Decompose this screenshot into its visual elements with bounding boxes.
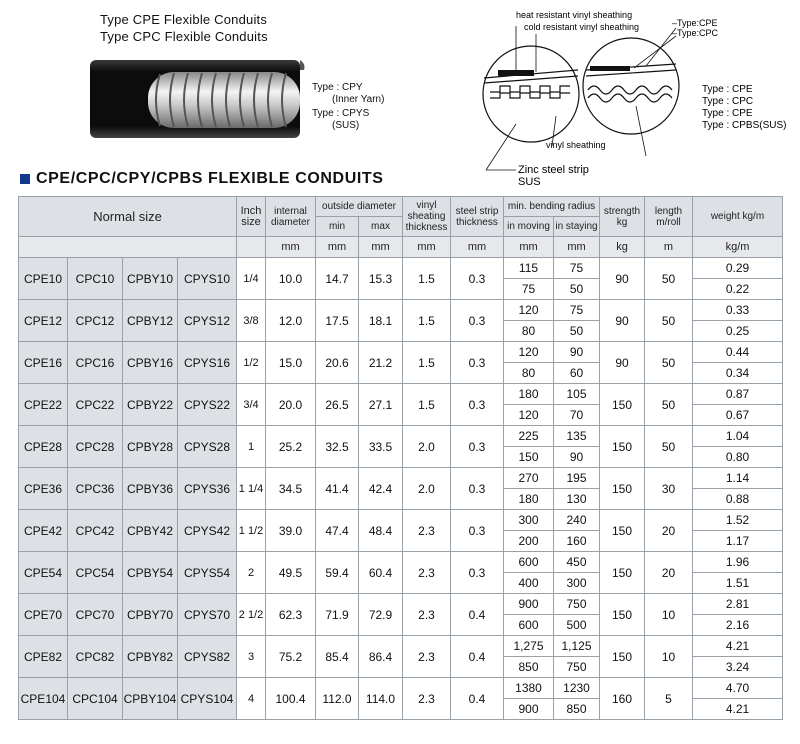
strength: 90 — [600, 342, 645, 384]
bend-moving: 120 — [504, 405, 554, 426]
weight: 4.70 — [693, 678, 783, 699]
bend-staying: 105 — [554, 384, 600, 405]
size-cpby: CPBY42 — [123, 510, 178, 552]
weight: 0.29 — [693, 258, 783, 279]
size-cpe: CPE36 — [19, 468, 68, 510]
internal-diameter: 39.0 — [266, 510, 316, 552]
size-cpe: CPE28 — [19, 426, 68, 468]
internal-diameter: 20.0 — [266, 384, 316, 426]
table-row — [19, 342, 783, 363]
bend-staying: 90 — [554, 447, 600, 468]
size-cpe: CPE16 — [19, 342, 68, 384]
vinyl-thickness: 2.0 — [403, 426, 451, 468]
steel-thickness: 0.4 — [451, 678, 504, 720]
weight: 0.25 — [693, 321, 783, 342]
steel-thickness: 0.4 — [451, 594, 504, 636]
size-cpys: CPYS28 — [178, 426, 237, 468]
outside-min: 26.5 — [316, 384, 359, 426]
size-cpc: CPC36 — [68, 468, 123, 510]
size-cpc: CPC70 — [68, 594, 123, 636]
header-weight: weight kg/m — [693, 197, 783, 237]
length: 50 — [645, 300, 693, 342]
unit-cell: kg/m — [693, 237, 783, 258]
size-cpc: CPC12 — [68, 300, 123, 342]
internal-diameter: 10.0 — [266, 258, 316, 300]
inch-size: 1/4 — [237, 258, 266, 300]
header-in-staying: in staying — [554, 217, 600, 237]
unit-cell: m — [645, 237, 693, 258]
type-label-1: Type : CPE — [702, 84, 753, 95]
bend-moving: 180 — [504, 489, 554, 510]
size-cpe: CPE12 — [19, 300, 68, 342]
outside-min: 71.9 — [316, 594, 359, 636]
inch-size: 2 1/2 — [237, 594, 266, 636]
internal-diameter: 34.5 — [266, 468, 316, 510]
outside-min: 112.0 — [316, 678, 359, 720]
bend-staying: 75 — [554, 300, 600, 321]
bend-staying: 450 — [554, 552, 600, 573]
outside-max: 21.2 — [359, 342, 403, 384]
length: 50 — [645, 384, 693, 426]
bend-staying: 750 — [554, 657, 600, 678]
header-vinyl: vinyl sheating thickness — [403, 197, 451, 237]
outside-min: 47.4 — [316, 510, 359, 552]
strength: 150 — [600, 510, 645, 552]
weight: 1.52 — [693, 510, 783, 531]
steel-thickness: 0.3 — [451, 468, 504, 510]
size-cpby: CPBY82 — [123, 636, 178, 678]
unit-cell: mm — [359, 237, 403, 258]
size-cpys: CPYS82 — [178, 636, 237, 678]
vinyl-thickness: 2.3 — [403, 594, 451, 636]
hose-label-4: (SUS) — [332, 120, 360, 131]
unit-cell: mm — [403, 237, 451, 258]
bend-moving: 80 — [504, 321, 554, 342]
label-sus: SUS — [518, 176, 541, 186]
vinyl-thickness: 2.0 — [403, 468, 451, 510]
inch-size: 4 — [237, 678, 266, 720]
internal-diameter: 100.4 — [266, 678, 316, 720]
size-cpys: CPYS104 — [178, 678, 237, 720]
unit-cell: kg — [600, 237, 645, 258]
bend-moving: 900 — [504, 594, 554, 615]
outside-max: 60.4 — [359, 552, 403, 594]
vinyl-thickness: 1.5 — [403, 258, 451, 300]
title-line-2: Type CPC Flexible Conduits — [100, 29, 268, 44]
type-label-4: Type : CPBS(SUS) — [702, 120, 787, 131]
size-cpe: CPE82 — [19, 636, 68, 678]
outside-max: 48.4 — [359, 510, 403, 552]
length: 20 — [645, 552, 693, 594]
weight: 0.80 — [693, 447, 783, 468]
bend-staying: 160 — [554, 531, 600, 552]
hose-label-2: (Inner Yarn) — [332, 94, 385, 105]
outside-min: 41.4 — [316, 468, 359, 510]
bend-staying: 90 — [554, 342, 600, 363]
unit-cell: mm — [504, 237, 554, 258]
bend-staying: 1,125 — [554, 636, 600, 657]
bend-staying: 50 — [554, 279, 600, 300]
bend-staying: 135 — [554, 426, 600, 447]
bend-staying: 500 — [554, 615, 600, 636]
unit-inch-blank — [237, 237, 266, 258]
size-cpe: CPE22 — [19, 384, 68, 426]
weight: 1.96 — [693, 552, 783, 573]
bend-moving: 1380 — [504, 678, 554, 699]
weight: 2.81 — [693, 594, 783, 615]
strength: 150 — [600, 552, 645, 594]
vinyl-thickness: 2.3 — [403, 510, 451, 552]
header-inch-size: Inch size — [237, 197, 266, 237]
size-cpe: CPE10 — [19, 258, 68, 300]
header-internal-diameter: internal diameter — [266, 197, 316, 237]
header-min: min — [316, 217, 359, 237]
unit-cell: mm — [316, 237, 359, 258]
size-cpby: CPBY16 — [123, 342, 178, 384]
type-label-2: Type : CPC — [702, 96, 754, 107]
title-line-1: Type CPE Flexible Conduits — [100, 12, 268, 27]
table-row — [19, 636, 783, 657]
hose-label-1: Type : CPY — [312, 82, 363, 93]
length: 50 — [645, 258, 693, 300]
length: 20 — [645, 510, 693, 552]
bend-moving: 115 — [504, 258, 554, 279]
bend-moving: 600 — [504, 615, 554, 636]
length: 50 — [645, 426, 693, 468]
steel-thickness: 0.3 — [451, 510, 504, 552]
table-row — [19, 510, 783, 531]
table-row — [19, 300, 783, 321]
outside-min: 20.6 — [316, 342, 359, 384]
vinyl-thickness: 1.5 — [403, 384, 451, 426]
outside-max: 18.1 — [359, 300, 403, 342]
outside-min: 14.7 — [316, 258, 359, 300]
outside-min: 85.4 — [316, 636, 359, 678]
bend-moving: 400 — [504, 573, 554, 594]
vinyl-thickness: 2.3 — [403, 636, 451, 678]
weight: 0.44 — [693, 342, 783, 363]
inch-size: 1/2 — [237, 342, 266, 384]
inch-size: 3/8 — [237, 300, 266, 342]
unit-cell: mm — [266, 237, 316, 258]
length: 30 — [645, 468, 693, 510]
weight: 4.21 — [693, 699, 783, 720]
size-cpc: CPC10 — [68, 258, 123, 300]
weight: 2.16 — [693, 615, 783, 636]
weight: 0.33 — [693, 300, 783, 321]
internal-diameter: 49.5 — [266, 552, 316, 594]
size-cpby: CPBY70 — [123, 594, 178, 636]
bend-moving: 150 — [504, 447, 554, 468]
size-cpby: CPBY12 — [123, 300, 178, 342]
table-row — [19, 594, 783, 615]
bend-moving: 850 — [504, 657, 554, 678]
weight: 0.88 — [693, 489, 783, 510]
size-cpby: CPBY10 — [123, 258, 178, 300]
table-row — [19, 258, 783, 279]
size-cpby: CPBY28 — [123, 426, 178, 468]
header-length: length m/roll — [645, 197, 693, 237]
bend-moving: 225 — [504, 426, 554, 447]
internal-diameter: 12.0 — [266, 300, 316, 342]
length: 50 — [645, 342, 693, 384]
header-normal-size: Normal size — [19, 197, 237, 237]
internal-diameter: 62.3 — [266, 594, 316, 636]
header-strength: strength kg — [600, 197, 645, 237]
conduit-cutaway-image — [90, 58, 305, 140]
weight: 1.14 — [693, 468, 783, 489]
strength: 150 — [600, 636, 645, 678]
strength: 150 — [600, 384, 645, 426]
inch-size: 3 — [237, 636, 266, 678]
steel-thickness: 0.3 — [451, 258, 504, 300]
weight: 4.21 — [693, 636, 783, 657]
label-cold: cold resistant vinyl sheathing — [524, 22, 640, 32]
bend-staying: 850 — [554, 699, 600, 720]
internal-diameter: 15.0 — [266, 342, 316, 384]
section-bullet-icon — [20, 174, 30, 184]
size-cpys: CPYS16 — [178, 342, 237, 384]
size-cpby: CPBY22 — [123, 384, 178, 426]
size-cpys: CPYS10 — [178, 258, 237, 300]
bend-staying: 130 — [554, 489, 600, 510]
weight: 0.22 — [693, 279, 783, 300]
size-cpys: CPYS54 — [178, 552, 237, 594]
size-cpys: CPYS42 — [178, 510, 237, 552]
outside-max: 27.1 — [359, 384, 403, 426]
weight: 1.04 — [693, 426, 783, 447]
steel-thickness: 0.3 — [451, 552, 504, 594]
bend-staying: 50 — [554, 321, 600, 342]
size-cpys: CPYS12 — [178, 300, 237, 342]
outside-max: 33.5 — [359, 426, 403, 468]
size-cpys: CPYS70 — [178, 594, 237, 636]
steel-thickness: 0.4 — [451, 636, 504, 678]
label-vinyl: vinyl sheathing — [546, 140, 606, 150]
unit-cell: mm — [451, 237, 504, 258]
label-type-cpc-top: –Type:CPC — [672, 28, 719, 38]
size-cpc: CPC22 — [68, 384, 123, 426]
bend-moving: 120 — [504, 342, 554, 363]
bend-moving: 600 — [504, 552, 554, 573]
size-cpe: CPE42 — [19, 510, 68, 552]
steel-thickness: 0.3 — [451, 384, 504, 426]
unit-blank — [19, 237, 237, 258]
weight: 0.34 — [693, 363, 783, 384]
steel-thickness: 0.3 — [451, 300, 504, 342]
length: 10 — [645, 594, 693, 636]
internal-diameter: 75.2 — [266, 636, 316, 678]
bend-moving: 200 — [504, 531, 554, 552]
outside-max: 86.4 — [359, 636, 403, 678]
size-cpc: CPC16 — [68, 342, 123, 384]
label-zinc: Zinc steel strip — [518, 164, 589, 176]
size-cpe: CPE54 — [19, 552, 68, 594]
vinyl-thickness: 2.3 — [403, 552, 451, 594]
outside-max: 114.0 — [359, 678, 403, 720]
vinyl-thickness: 1.5 — [403, 300, 451, 342]
outside-min: 32.5 — [316, 426, 359, 468]
outside-max: 72.9 — [359, 594, 403, 636]
size-cpc: CPC82 — [68, 636, 123, 678]
strength: 160 — [600, 678, 645, 720]
bend-moving: 1,275 — [504, 636, 554, 657]
bend-moving: 80 — [504, 363, 554, 384]
spec-table — [18, 196, 783, 720]
header-steel: steel strip thickness — [451, 197, 504, 237]
vinyl-thickness: 2.3 — [403, 678, 451, 720]
bend-moving: 75 — [504, 279, 554, 300]
bend-moving: 300 — [504, 510, 554, 531]
steel-thickness: 0.3 — [451, 342, 504, 384]
strength: 90 — [600, 258, 645, 300]
inch-size: 1 1/4 — [237, 468, 266, 510]
size-cpc: CPC42 — [68, 510, 123, 552]
spec-table-body — [19, 258, 783, 720]
header-outside-diameter: outside diameter — [316, 197, 403, 217]
bend-moving: 900 — [504, 699, 554, 720]
inch-size: 1 — [237, 426, 266, 468]
bend-staying: 75 — [554, 258, 600, 279]
weight: 3.24 — [693, 657, 783, 678]
outside-min: 17.5 — [316, 300, 359, 342]
inch-size: 1 1/2 — [237, 510, 266, 552]
cross-section-diagram — [476, 6, 798, 186]
size-cpby: CPBY54 — [123, 552, 178, 594]
bend-staying: 1230 — [554, 678, 600, 699]
size-cpby: CPBY104 — [123, 678, 178, 720]
header-in-moving: in moving — [504, 217, 554, 237]
size-cpe: CPE104 — [19, 678, 68, 720]
length: 10 — [645, 636, 693, 678]
section-heading — [20, 170, 384, 188]
outside-min: 59.4 — [316, 552, 359, 594]
strength: 150 — [600, 468, 645, 510]
label-heat: heat resistant vinyl sheathing — [516, 10, 633, 20]
strength: 150 — [600, 426, 645, 468]
size-cpc: CPC28 — [68, 426, 123, 468]
table-row — [19, 552, 783, 573]
bend-moving: 180 — [504, 384, 554, 405]
table-row — [19, 426, 783, 447]
section-title: CPE/CPC/CPY/CPBS FLEXIBLE CONDUITS — [36, 170, 384, 187]
size-cpe: CPE70 — [19, 594, 68, 636]
type-label-3: Type : CPE — [702, 108, 753, 119]
strength: 90 — [600, 300, 645, 342]
bend-staying: 195 — [554, 468, 600, 489]
bend-staying: 300 — [554, 573, 600, 594]
bend-moving: 120 — [504, 300, 554, 321]
bend-staying: 750 — [554, 594, 600, 615]
weight: 0.67 — [693, 405, 783, 426]
steel-thickness: 0.3 — [451, 426, 504, 468]
size-cpc: CPC54 — [68, 552, 123, 594]
strength: 150 — [600, 594, 645, 636]
weight: 0.87 — [693, 384, 783, 405]
size-cpys: CPYS36 — [178, 468, 237, 510]
header-max: max — [359, 217, 403, 237]
internal-diameter: 25.2 — [266, 426, 316, 468]
bend-moving: 270 — [504, 468, 554, 489]
bend-staying: 70 — [554, 405, 600, 426]
inch-size: 2 — [237, 552, 266, 594]
bend-staying: 240 — [554, 510, 600, 531]
table-row — [19, 468, 783, 489]
vinyl-thickness: 1.5 — [403, 342, 451, 384]
label-type-cpe-top: –Type:CPE — [672, 18, 718, 28]
size-cpys: CPYS22 — [178, 384, 237, 426]
weight: 1.17 — [693, 531, 783, 552]
unit-cell: mm — [554, 237, 600, 258]
outside-max: 42.4 — [359, 468, 403, 510]
size-cpc: CPC104 — [68, 678, 123, 720]
outside-max: 15.3 — [359, 258, 403, 300]
inch-size: 3/4 — [237, 384, 266, 426]
table-row — [19, 678, 783, 699]
size-cpby: CPBY36 — [123, 468, 178, 510]
bend-staying: 60 — [554, 363, 600, 384]
header-bending: min. bending radius — [504, 197, 600, 217]
hose-label-3: Type : CPYS — [312, 108, 370, 119]
table-row — [19, 384, 783, 405]
weight: 1.51 — [693, 573, 783, 594]
length: 5 — [645, 678, 693, 720]
